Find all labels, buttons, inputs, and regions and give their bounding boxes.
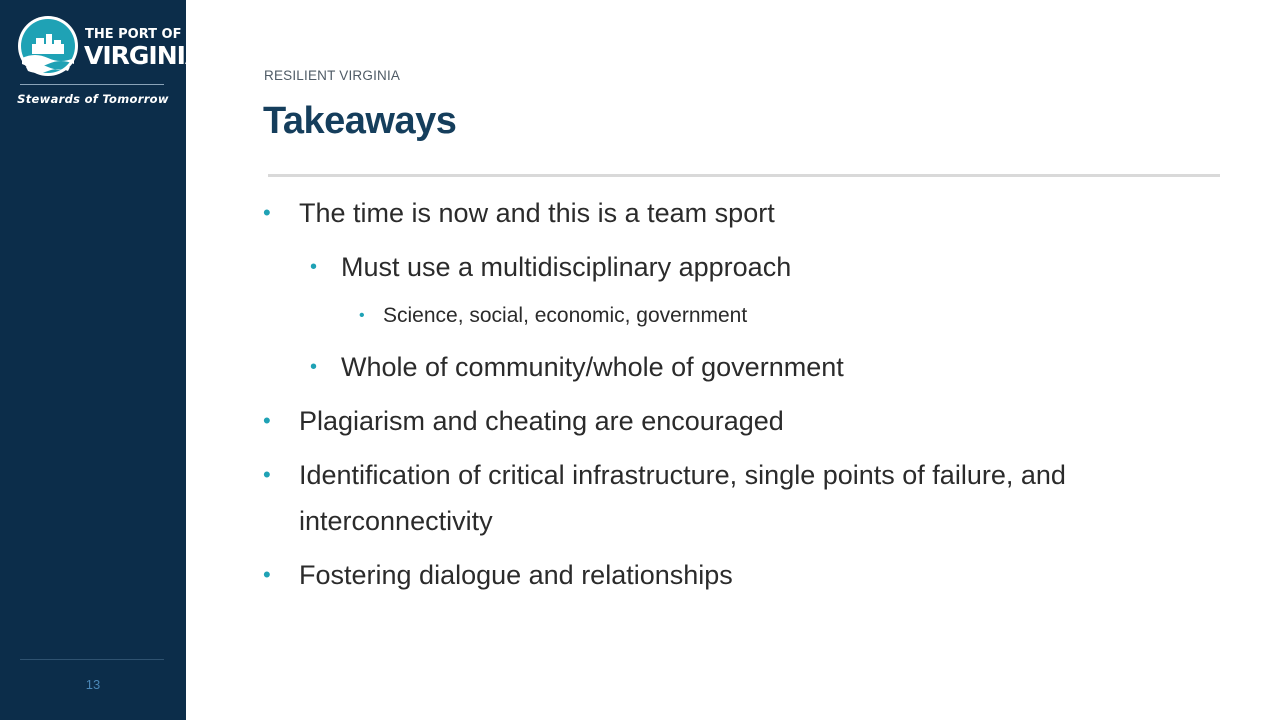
logo-divider xyxy=(20,84,164,85)
section-label: RESILIENT VIRGINIA xyxy=(264,68,401,83)
port-of-virginia-logo xyxy=(18,14,204,78)
bullet-dot-icon: • xyxy=(310,356,318,378)
page-number: 13 xyxy=(85,677,101,692)
bullet-dot-icon: • xyxy=(359,307,365,324)
title-divider xyxy=(268,174,1220,177)
bullet-item-level-1 xyxy=(260,452,1160,544)
bullet-text: Identification of critical infrastructure, single points of failure, and interconnectivity xyxy=(299,460,1066,536)
bullet-dot-icon: • xyxy=(263,562,271,587)
bullet-text: Whole of community/whole of government xyxy=(341,352,844,382)
bullet-item-level-1 xyxy=(260,398,1160,444)
bullet-text: Fostering dialogue and relationships xyxy=(299,560,733,590)
bullet-dot-icon: • xyxy=(263,200,271,225)
tagline: Stewards of Tomorrow xyxy=(17,92,169,106)
sidebar xyxy=(0,0,204,720)
bullet-item-level-1 xyxy=(260,552,1160,598)
bullet-list xyxy=(260,190,1160,606)
bullet-item-level-1 xyxy=(260,190,1160,236)
bullet-text: Must use a multidisciplinary approach xyxy=(341,252,792,282)
logo-text-line1: THE PORT OF xyxy=(85,27,182,42)
bullet-item-level-2 xyxy=(260,244,1160,290)
page-title: Takeaways xyxy=(263,100,457,142)
bullet-text: Science, social, economic, government xyxy=(383,304,748,327)
bullet-text: The time is now and this is a team sport xyxy=(299,198,775,228)
bullet-text: Plagiarism and cheating are encouraged xyxy=(299,406,784,436)
bullet-dot-icon: • xyxy=(263,462,271,487)
logo-text-line2: VIRGINIA xyxy=(84,41,204,70)
bullet-item-level-2 xyxy=(260,344,1160,390)
bullet-dot-icon: • xyxy=(263,408,271,433)
bullet-item-level-3 xyxy=(260,298,1160,334)
bullet-dot-icon: • xyxy=(310,256,318,278)
page-number-divider xyxy=(20,659,164,660)
